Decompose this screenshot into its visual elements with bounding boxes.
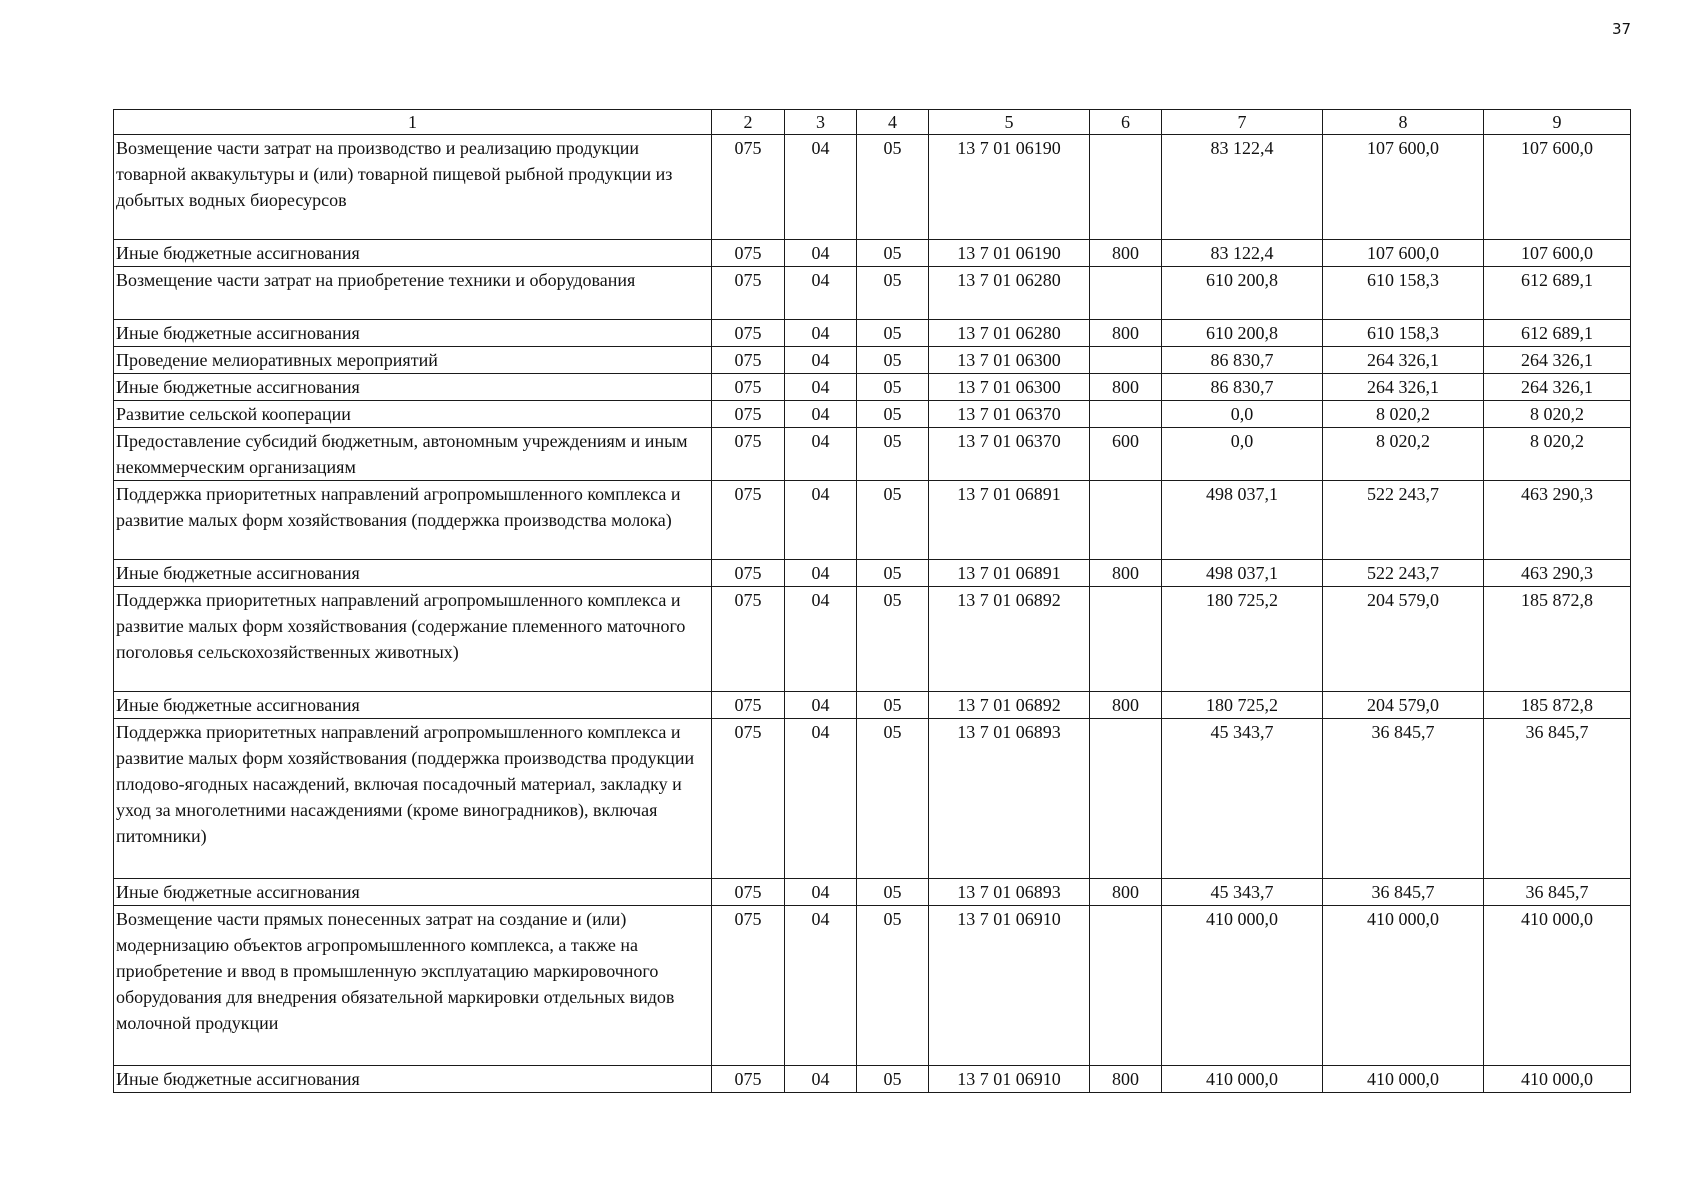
cell-target-article: 13 7 01 06370 [929,401,1090,428]
cell-amount-year-2: 204 579,0 [1323,692,1484,719]
cell-expense-type [1090,587,1162,692]
cell-description: Возмещение части прямых понесенных затрат на создание и (или) модернизацию объектов агропромышленного комплекса, а также на приобретение и ввод в промышленную эксплуатацию маркировочного оборудования для внедрения обязательной маркировки отдельных видов молочной продукции [114,906,712,1066]
column-header: 4 [857,110,929,135]
cell-amount-year-2: 610 158,3 [1323,320,1484,347]
cell-expense-type: 800 [1090,560,1162,587]
cell-expense-type [1090,906,1162,1066]
table-row [114,587,1631,692]
cell-ministry-code: 075 [712,879,785,906]
cell-subsection-code: 05 [857,587,929,692]
cell-description: Иные бюджетные ассигнования [114,1066,712,1093]
cell-subsection-code: 05 [857,560,929,587]
cell-amount-year-2: 36 845,7 [1323,719,1484,879]
cell-subsection-code: 05 [857,428,929,481]
cell-amount-year-1: 86 830,7 [1162,347,1323,374]
cell-description: Проведение мелиоративных мероприятий [114,347,712,374]
cell-amount-year-1: 410 000,0 [1162,1066,1323,1093]
cell-subsection-code: 05 [857,1066,929,1093]
cell-subsection-code: 05 [857,267,929,320]
cell-target-article: 13 7 01 06280 [929,267,1090,320]
cell-expense-type: 800 [1090,879,1162,906]
cell-target-article: 13 7 01 06910 [929,1066,1090,1093]
table-row [114,1066,1631,1093]
cell-amount-year-1: 498 037,1 [1162,481,1323,560]
cell-amount-year-3: 264 326,1 [1484,374,1631,401]
table-row [114,879,1631,906]
cell-amount-year-1: 498 037,1 [1162,560,1323,587]
cell-amount-year-2: 204 579,0 [1323,587,1484,692]
cell-amount-year-2: 410 000,0 [1323,1066,1484,1093]
cell-amount-year-1: 83 122,4 [1162,135,1323,240]
cell-subsection-code: 05 [857,320,929,347]
cell-target-article: 13 7 01 06370 [929,428,1090,481]
cell-section-code: 04 [785,481,857,560]
cell-target-article: 13 7 01 06893 [929,879,1090,906]
cell-amount-year-2: 8 020,2 [1323,428,1484,481]
cell-section-code: 04 [785,428,857,481]
cell-expense-type [1090,401,1162,428]
cell-amount-year-3: 8 020,2 [1484,401,1631,428]
table-row [114,481,1631,560]
cell-ministry-code: 075 [712,320,785,347]
cell-section-code: 04 [785,560,857,587]
table-row [114,347,1631,374]
cell-amount-year-1: 0,0 [1162,428,1323,481]
cell-expense-type: 800 [1090,1066,1162,1093]
table-row [114,320,1631,347]
cell-ministry-code: 075 [712,587,785,692]
cell-target-article: 13 7 01 06300 [929,374,1090,401]
cell-amount-year-1: 610 200,8 [1162,320,1323,347]
cell-description: Иные бюджетные ассигнования [114,879,712,906]
page-number: 37 [1612,20,1632,38]
cell-ministry-code: 075 [712,267,785,320]
table-row [114,560,1631,587]
cell-description: Иные бюджетные ассигнования [114,692,712,719]
cell-subsection-code: 05 [857,879,929,906]
cell-ministry-code: 075 [712,347,785,374]
cell-amount-year-1: 86 830,7 [1162,374,1323,401]
cell-target-article: 13 7 01 06300 [929,347,1090,374]
cell-subsection-code: 05 [857,906,929,1066]
cell-expense-type: 800 [1090,374,1162,401]
column-header: 1 [114,110,712,135]
cell-ministry-code: 075 [712,428,785,481]
cell-amount-year-3: 264 326,1 [1484,347,1631,374]
table-row [114,135,1631,240]
cell-ministry-code: 075 [712,560,785,587]
cell-amount-year-2: 610 158,3 [1323,267,1484,320]
cell-amount-year-3: 612 689,1 [1484,267,1631,320]
cell-section-code: 04 [785,320,857,347]
table-row [114,428,1631,481]
cell-expense-type: 800 [1090,320,1162,347]
cell-subsection-code: 05 [857,481,929,560]
cell-section-code: 04 [785,240,857,267]
cell-subsection-code: 05 [857,135,929,240]
cell-expense-type [1090,347,1162,374]
cell-ministry-code: 075 [712,401,785,428]
cell-amount-year-3: 463 290,3 [1484,481,1631,560]
column-header: 9 [1484,110,1631,135]
cell-amount-year-1: 45 343,7 [1162,879,1323,906]
column-header: 5 [929,110,1090,135]
cell-expense-type: 800 [1090,692,1162,719]
cell-amount-year-2: 522 243,7 [1323,481,1484,560]
cell-target-article: 13 7 01 06892 [929,587,1090,692]
cell-section-code: 04 [785,267,857,320]
cell-target-article: 13 7 01 06891 [929,560,1090,587]
column-header: 2 [712,110,785,135]
cell-section-code: 04 [785,401,857,428]
table-row [114,267,1631,320]
cell-amount-year-1: 410 000,0 [1162,906,1323,1066]
cell-target-article: 13 7 01 06892 [929,692,1090,719]
cell-amount-year-3: 107 600,0 [1484,135,1631,240]
cell-amount-year-3: 36 845,7 [1484,719,1631,879]
cell-ministry-code: 075 [712,135,785,240]
cell-amount-year-2: 264 326,1 [1323,374,1484,401]
cell-ministry-code: 075 [712,1066,785,1093]
cell-description: Поддержка приоритетных направлений агропромышленного комплекса и развитие малых форм хозяйствования (поддержка производства продукции плодово-ягодных насаждений, включая посадочный материал, закладку и уход за многолетними насаждениями (кроме виноградников), включая питомники) [114,719,712,879]
cell-amount-year-3: 36 845,7 [1484,879,1631,906]
cell-expense-type: 800 [1090,240,1162,267]
cell-description: Иные бюджетные ассигнования [114,374,712,401]
cell-description: Поддержка приоритетных направлений агропромышленного комплекса и развитие малых форм хозяйствования (содержание племенного маточного поголовья сельскохозяйственных животных) [114,587,712,692]
cell-subsection-code: 05 [857,374,929,401]
cell-subsection-code: 05 [857,692,929,719]
cell-description: Возмещение части затрат на приобретение техники и оборудования [114,267,712,320]
table-row [114,240,1631,267]
column-header: 6 [1090,110,1162,135]
table-body [114,135,1631,1093]
cell-ministry-code: 075 [712,692,785,719]
column-header: 7 [1162,110,1323,135]
table-row [114,401,1631,428]
cell-expense-type [1090,267,1162,320]
cell-ministry-code: 075 [712,719,785,879]
cell-amount-year-3: 612 689,1 [1484,320,1631,347]
cell-target-article: 13 7 01 06190 [929,240,1090,267]
cell-subsection-code: 05 [857,719,929,879]
cell-section-code: 04 [785,347,857,374]
table-row [114,719,1631,879]
cell-amount-year-3: 410 000,0 [1484,1066,1631,1093]
cell-description: Развитие сельской кооперации [114,401,712,428]
cell-description: Иные бюджетные ассигнования [114,240,712,267]
cell-amount-year-1: 180 725,2 [1162,692,1323,719]
cell-amount-year-3: 8 020,2 [1484,428,1631,481]
cell-amount-year-2: 36 845,7 [1323,879,1484,906]
cell-ministry-code: 075 [712,906,785,1066]
cell-target-article: 13 7 01 06891 [929,481,1090,560]
cell-subsection-code: 05 [857,347,929,374]
cell-section-code: 04 [785,879,857,906]
cell-amount-year-3: 185 872,8 [1484,587,1631,692]
cell-amount-year-3: 463 290,3 [1484,560,1631,587]
cell-description: Иные бюджетные ассигнования [114,560,712,587]
table-row [114,374,1631,401]
cell-target-article: 13 7 01 06893 [929,719,1090,879]
cell-description: Иные бюджетные ассигнования [114,320,712,347]
cell-ministry-code: 075 [712,481,785,560]
cell-expense-type [1090,719,1162,879]
cell-amount-year-3: 185 872,8 [1484,692,1631,719]
header-row [114,110,1631,135]
cell-expense-type: 600 [1090,428,1162,481]
cell-amount-year-1: 83 122,4 [1162,240,1323,267]
table-row [114,692,1631,719]
cell-section-code: 04 [785,374,857,401]
cell-amount-year-3: 410 000,0 [1484,906,1631,1066]
cell-amount-year-3: 107 600,0 [1484,240,1631,267]
cell-amount-year-2: 522 243,7 [1323,560,1484,587]
cell-section-code: 04 [785,692,857,719]
cell-amount-year-1: 0,0 [1162,401,1323,428]
cell-amount-year-2: 107 600,0 [1323,135,1484,240]
cell-amount-year-2: 8 020,2 [1323,401,1484,428]
cell-ministry-code: 075 [712,374,785,401]
cell-expense-type [1090,135,1162,240]
budget-table [113,109,1631,1093]
cell-description: Предоставление субсидий бюджетным, автономным учреждениям и иным некоммерческим организациям [114,428,712,481]
table-row [114,906,1631,1066]
cell-section-code: 04 [785,587,857,692]
cell-description: Поддержка приоритетных направлений агропромышленного комплекса и развитие малых форм хозяйствования (поддержка производства молока) [114,481,712,560]
cell-amount-year-1: 45 343,7 [1162,719,1323,879]
cell-subsection-code: 05 [857,240,929,267]
cell-target-article: 13 7 01 06280 [929,320,1090,347]
column-header: 8 [1323,110,1484,135]
cell-amount-year-2: 264 326,1 [1323,347,1484,374]
cell-section-code: 04 [785,906,857,1066]
cell-subsection-code: 05 [857,401,929,428]
cell-section-code: 04 [785,135,857,240]
cell-section-code: 04 [785,1066,857,1093]
cell-expense-type [1090,481,1162,560]
cell-target-article: 13 7 01 06190 [929,135,1090,240]
cell-amount-year-1: 180 725,2 [1162,587,1323,692]
column-header: 3 [785,110,857,135]
cell-target-article: 13 7 01 06910 [929,906,1090,1066]
cell-amount-year-2: 107 600,0 [1323,240,1484,267]
cell-description: Возмещение части затрат на производство и реализацию продукции товарной аквакультуры и (или) товарной пищевой рыбной продукции из добытых водных биоресурсов [114,135,712,240]
cell-section-code: 04 [785,719,857,879]
cell-amount-year-1: 610 200,8 [1162,267,1323,320]
cell-amount-year-2: 410 000,0 [1323,906,1484,1066]
cell-ministry-code: 075 [712,240,785,267]
